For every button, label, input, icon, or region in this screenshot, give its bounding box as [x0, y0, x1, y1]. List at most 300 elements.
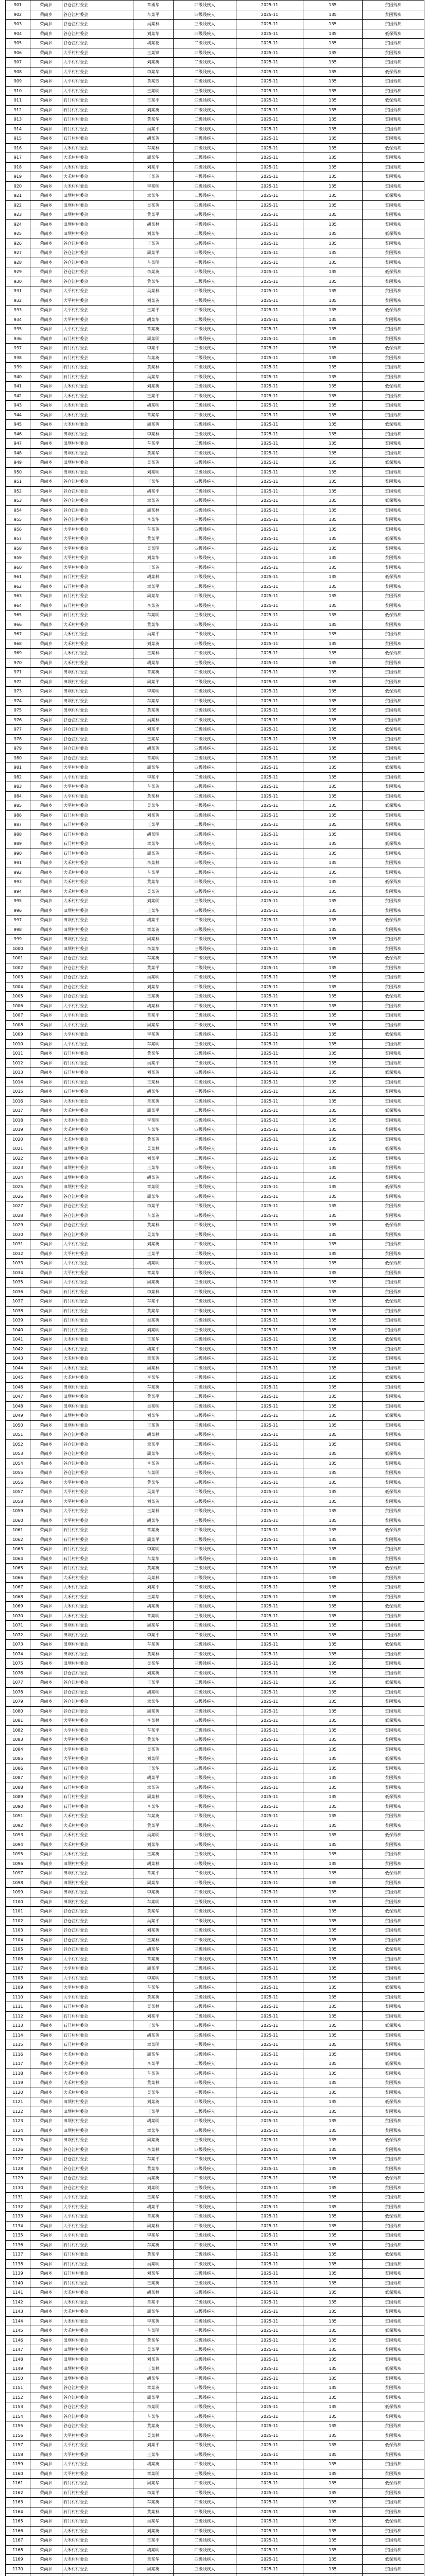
- row-number-cell: 913: [6, 115, 30, 125]
- row-number-cell: 921: [6, 191, 30, 201]
- amount-cell: 135: [303, 363, 363, 372]
- amount-cell: 135: [303, 1039, 363, 1049]
- support-type-cell: 贫困残疾: [363, 20, 424, 29]
- village-committee-cell: 田坝村村委会: [62, 706, 133, 716]
- township-cell: 荣尚乡: [30, 1125, 62, 1135]
- table-row: [6, 1850, 424, 1859]
- amount-cell: 135: [303, 887, 363, 896]
- month-cell: 2025-11: [236, 2011, 303, 2021]
- support-type-cell: 低保残疾: [363, 649, 424, 658]
- month-cell: 2025-11: [236, 810, 303, 820]
- table-row: [6, 2431, 424, 2441]
- support-type-cell: 贫困残疾: [363, 896, 424, 906]
- township-cell: 荣尚乡: [30, 143, 62, 153]
- person-name-cell: 胡某林: [133, 2288, 174, 2298]
- amount-cell: 135: [303, 143, 363, 153]
- support-type-cell: 贫困残疾: [363, 2049, 424, 2059]
- village-committee-cell: 大平村村委会: [62, 2450, 133, 2460]
- amount-cell: 135: [303, 1535, 363, 1545]
- row-number-cell: 1014: [6, 1077, 30, 1087]
- township-cell: 荣尚乡: [30, 649, 62, 658]
- amount-cell: 135: [303, 219, 363, 229]
- row-number-cell: 1046: [6, 1382, 30, 1392]
- township-cell: 荣尚乡: [30, 1363, 62, 1373]
- village-committee-cell: 大禾村村委会: [62, 153, 133, 163]
- person-name-cell: 王某华: [133, 906, 174, 916]
- person-name-cell: 王某华: [133, 2193, 174, 2202]
- township-cell: 荣尚乡: [30, 1754, 62, 1764]
- support-type-cell: 贫困残疾: [363, 1039, 424, 1049]
- table-row: [6, 1221, 424, 1230]
- row-number-cell: 1084: [6, 1744, 30, 1754]
- person-name-cell: 章某英: [133, 2212, 174, 2222]
- disability-grade-cell: 四级残疾人: [174, 668, 236, 677]
- month-cell: 2025-11: [236, 1344, 303, 1354]
- disability-grade-cell: 四级残疾人: [174, 744, 236, 754]
- month-cell: 2025-11: [236, 1306, 303, 1316]
- row-number-cell: 1167: [6, 2536, 30, 2546]
- table-row: [6, 134, 424, 144]
- row-number-cell: 1077: [6, 1678, 30, 1688]
- disability-grade-cell: 四级残疾人: [174, 1831, 236, 1840]
- table-row: [6, 467, 424, 477]
- township-cell: 荣尚乡: [30, 963, 62, 973]
- support-type-cell: 贫困残疾: [363, 791, 424, 801]
- row-number-cell: 1063: [6, 1545, 30, 1554]
- month-cell: 2025-11: [236, 1754, 303, 1764]
- disability-grade-cell: 二级残疾人: [174, 191, 236, 201]
- row-number-cell: 1009: [6, 1030, 30, 1040]
- disability-grade-cell: 四级残疾人: [174, 649, 236, 658]
- row-number-cell: 1032: [6, 1249, 30, 1259]
- amount-cell: 135: [303, 2107, 363, 2116]
- village-committee-cell: 谷仓江村委会: [62, 973, 133, 982]
- row-number-cell: 955: [6, 515, 30, 525]
- table-row: [6, 1945, 424, 1955]
- village-committee-cell: 谷仓江村委会: [62, 39, 133, 48]
- table-row: [6, 2412, 424, 2421]
- table-row: [6, 372, 424, 382]
- person-name-cell: 李某英: [133, 2316, 174, 2326]
- row-number-cell: 1110: [6, 1992, 30, 2002]
- table-row: [6, 1240, 424, 1249]
- village-committee-cell: 石门村村委会: [62, 601, 133, 611]
- township-cell: 荣尚乡: [30, 1506, 62, 1516]
- support-type-cell: 贫困残疾: [363, 134, 424, 144]
- table-row: [6, 1125, 424, 1135]
- amount-cell: 135: [303, 1325, 363, 1335]
- village-committee-cell: 大平村村委会: [62, 2469, 133, 2479]
- amount-cell: 135: [303, 734, 363, 744]
- village-committee-cell: 谷仓江村委会: [62, 1687, 133, 1697]
- village-committee-cell: 石门村村委会: [62, 124, 133, 134]
- village-committee-cell: 田坝村村委会: [62, 2354, 133, 2364]
- township-cell: 荣尚乡: [30, 2030, 62, 2040]
- disability-grade-cell: 三级残疾人: [174, 753, 236, 763]
- village-committee-cell: 田坝村村委会: [62, 1382, 133, 1392]
- table-row: [6, 1878, 424, 1888]
- table-row: [6, 2107, 424, 2116]
- village-committee-cell: 谷仓江村委会: [62, 477, 133, 487]
- township-cell: 荣尚乡: [30, 896, 62, 906]
- month-cell: 2025-11: [236, 1764, 303, 1773]
- village-committee-cell: 石门村村委会: [62, 1297, 133, 1307]
- row-number-cell: 983: [6, 782, 30, 792]
- amount-cell: 135: [303, 2116, 363, 2126]
- township-cell: 荣尚乡: [30, 496, 62, 506]
- village-committee-cell: 大平村村委会: [62, 1992, 133, 2002]
- amount-cell: 135: [303, 1907, 363, 1917]
- village-committee-cell: 大平村村委会: [62, 1259, 133, 1268]
- amount-cell: 135: [303, 582, 363, 591]
- month-cell: 2025-11: [236, 1039, 303, 1049]
- support-type-cell: 贫困残疾: [363, 630, 424, 639]
- support-type-cell: 贫困残疾: [363, 1935, 424, 1945]
- township-cell: 荣尚乡: [30, 296, 62, 306]
- support-type-cell: 贫困残疾: [363, 753, 424, 763]
- person-name-cell: 吴某华: [133, 372, 174, 382]
- village-committee-cell: 大平村村委会: [62, 1716, 133, 1726]
- township-cell: 荣尚乡: [30, 706, 62, 716]
- table-row: [6, 1859, 424, 1869]
- amount-cell: 135: [303, 1926, 363, 1936]
- amount-cell: 135: [303, 296, 363, 306]
- township-cell: 荣尚乡: [30, 782, 62, 792]
- table-row: [6, 2545, 424, 2555]
- month-cell: 2025-11: [236, 277, 303, 286]
- support-type-cell: 贫困残疾: [363, 620, 424, 630]
- support-type-cell: 贫困残疾: [363, 2354, 424, 2364]
- disability-grade-cell: 四级残疾人: [174, 2316, 236, 2326]
- support-type-cell: 贫困残疾: [363, 1020, 424, 1030]
- village-committee-cell: 田坝村村委会: [62, 2374, 133, 2383]
- village-committee-cell: 大禾村村委会: [62, 2326, 133, 2336]
- person-name-cell: 黄某林: [133, 791, 174, 801]
- township-cell: 荣尚乡: [30, 1154, 62, 1163]
- support-type-cell: 低保残疾: [363, 1487, 424, 1497]
- amount-cell: 135: [303, 58, 363, 67]
- village-committee-cell: 大禾村村委会: [62, 1354, 133, 1364]
- village-committee-cell: 谷仓江村委会: [62, 982, 133, 992]
- amount-cell: 135: [303, 153, 363, 163]
- row-number-cell: 1044: [6, 1363, 30, 1373]
- village-committee-cell: 大平村村委会: [62, 1478, 133, 1487]
- month-cell: 2025-11: [236, 2030, 303, 2040]
- amount-cell: 135: [303, 715, 363, 725]
- person-name-cell: 周某林: [133, 505, 174, 515]
- amount-cell: 135: [303, 1725, 363, 1735]
- disability-grade-cell: 三级残疾人: [174, 1850, 236, 1859]
- table-row: [6, 1182, 424, 1192]
- township-cell: 荣尚乡: [30, 191, 62, 201]
- row-number-cell: 999: [6, 935, 30, 944]
- row-number-cell: 1144: [6, 2316, 30, 2326]
- row-number-cell: 1119: [6, 2078, 30, 2088]
- table-row: [6, 2097, 424, 2107]
- person-name-cell: 王某林: [133, 1077, 174, 1087]
- support-type-cell: 贫困残疾: [363, 1354, 424, 1364]
- amount-cell: 135: [303, 2364, 363, 2374]
- village-committee-cell: 石门村村委会: [62, 363, 133, 372]
- disability-grade-cell: 四级残疾人: [174, 1077, 236, 1087]
- amount-cell: 135: [303, 2002, 363, 2012]
- disability-grade-cell: 四级残疾人: [174, 1545, 236, 1554]
- disability-grade-cell: 四级残疾人: [174, 1554, 236, 1564]
- person-name-cell: 王某平: [133, 2536, 174, 2546]
- amount-cell: 135: [303, 2059, 363, 2069]
- month-cell: 2025-11: [236, 2536, 303, 2546]
- month-cell: 2025-11: [236, 2364, 303, 2374]
- township-cell: 荣尚乡: [30, 2011, 62, 2021]
- amount-cell: 135: [303, 2460, 363, 2469]
- month-cell: 2025-11: [236, 2231, 303, 2241]
- support-type-cell: 低保残疾: [363, 2364, 424, 2374]
- person-name-cell: 车某华: [133, 1983, 174, 1993]
- township-cell: 荣尚乡: [30, 486, 62, 496]
- disability-grade-cell: 四级残疾人: [174, 210, 236, 220]
- support-type-cell: 低保残疾: [363, 1945, 424, 1955]
- person-name-cell: 刘某英: [133, 2526, 174, 2536]
- support-type-cell: 贫困残疾: [363, 1478, 424, 1487]
- township-cell: 荣尚乡: [30, 973, 62, 982]
- table-row: [6, 2393, 424, 2402]
- month-cell: 2025-11: [236, 2136, 303, 2145]
- township-cell: 荣尚乡: [30, 611, 62, 620]
- person-name-cell: 李某明: [133, 1973, 174, 1983]
- table-row: [6, 591, 424, 601]
- table-row: [6, 1449, 424, 1459]
- month-cell: 2025-11: [236, 1154, 303, 1163]
- amount-cell: 135: [303, 467, 363, 477]
- support-type-cell: 贫困残疾: [363, 2345, 424, 2355]
- amount-cell: 135: [303, 515, 363, 525]
- support-type-cell: 贫困残疾: [363, 124, 424, 134]
- township-cell: 荣尚乡: [30, 658, 62, 668]
- support-type-cell: 贫困残疾: [363, 353, 424, 363]
- person-name-cell: 章某英: [133, 1354, 174, 1364]
- month-cell: 2025-11: [236, 1926, 303, 1936]
- township-cell: 荣尚乡: [30, 1468, 62, 1478]
- person-name-cell: 吴某林: [133, 715, 174, 725]
- month-cell: 2025-11: [236, 10, 303, 20]
- person-name-cell: 黄某林: [133, 1221, 174, 1230]
- disability-grade-cell: 四级残疾人: [174, 858, 236, 868]
- row-number-cell: 915: [6, 134, 30, 144]
- disability-grade-cell: 三级残疾人: [174, 1134, 236, 1144]
- person-name-cell: 李某华: [133, 67, 174, 77]
- row-number-cell: 1064: [6, 1554, 30, 1564]
- disability-grade-cell: 四级残疾人: [174, 2116, 236, 2126]
- table-row: [6, 2078, 424, 2088]
- row-number-cell: 1028: [6, 1211, 30, 1221]
- table-row: [6, 524, 424, 534]
- disability-grade-cell: 四级残疾人: [174, 1192, 236, 1201]
- table-row: [6, 1401, 424, 1411]
- row-number-cell: 1021: [6, 1144, 30, 1154]
- support-type-cell: 贫困残疾: [363, 325, 424, 334]
- month-cell: 2025-11: [236, 2097, 303, 2107]
- township-cell: 荣尚乡: [30, 1249, 62, 1259]
- month-cell: 2025-11: [236, 1259, 303, 1268]
- person-name-cell: 车某华: [133, 696, 174, 706]
- month-cell: 2025-11: [236, 2326, 303, 2336]
- disability-grade-cell: 四级残疾人: [174, 2383, 236, 2393]
- disability-grade-cell: 三级残疾人: [174, 1992, 236, 2002]
- table-row: [6, 1564, 424, 1573]
- month-cell: 2025-11: [236, 1287, 303, 1297]
- person-name-cell: 车某明: [133, 1039, 174, 1049]
- row-number-cell: 1052: [6, 1439, 30, 1449]
- month-cell: 2025-11: [236, 944, 303, 954]
- support-type-cell: 贫困残疾: [363, 86, 424, 96]
- village-committee-cell: 大平村村委会: [62, 315, 133, 325]
- month-cell: 2025-11: [236, 2145, 303, 2155]
- disability-grade-cell: 四级残疾人: [174, 1144, 236, 1154]
- month-cell: 2025-11: [236, 429, 303, 439]
- township-cell: 荣尚乡: [30, 344, 62, 353]
- village-committee-cell: 田坝村村委会: [62, 1182, 133, 1192]
- township-cell: 荣尚乡: [30, 1744, 62, 1754]
- table-row: [6, 2193, 424, 2202]
- support-type-cell: 贫困残疾: [363, 1840, 424, 1850]
- month-cell: 2025-11: [236, 2488, 303, 2498]
- table-row: [6, 219, 424, 229]
- disability-grade-cell: 二级残疾人: [174, 1630, 236, 1640]
- support-type-cell: 低保残疾: [363, 611, 424, 620]
- row-number-cell: 1037: [6, 1297, 30, 1307]
- amount-cell: 135: [303, 2011, 363, 2021]
- person-name-cell: 胡某华: [133, 315, 174, 325]
- village-committee-cell: 田坝村村委会: [62, 1173, 133, 1182]
- township-cell: 荣尚乡: [30, 391, 62, 401]
- village-committee-cell: 大禾村村委会: [62, 887, 133, 896]
- row-number-cell: 933: [6, 306, 30, 315]
- support-type-cell: 贫困残疾: [363, 1744, 424, 1754]
- table-row: [6, 753, 424, 763]
- village-committee-cell: 石门村村委会: [62, 2479, 133, 2488]
- table-row: [6, 1907, 424, 1917]
- month-cell: 2025-11: [236, 2107, 303, 2116]
- village-committee-cell: 石门村村委会: [62, 2259, 133, 2269]
- table-row: [6, 67, 424, 77]
- disability-grade-cell: 二级残疾人: [174, 2393, 236, 2402]
- table-row: [6, 1487, 424, 1497]
- township-cell: 荣尚乡: [30, 2250, 62, 2260]
- support-type-cell: 贫困残疾: [363, 2374, 424, 2383]
- support-type-cell: 贫困残疾: [363, 906, 424, 916]
- support-type-cell: 低保残疾: [363, 2097, 424, 2107]
- village-committee-cell: 大平村村委会: [62, 801, 133, 811]
- table-row: [6, 1392, 424, 1402]
- month-cell: 2025-11: [236, 1249, 303, 1259]
- amount-cell: 135: [303, 2555, 363, 2565]
- person-name-cell: 刘某英: [133, 58, 174, 67]
- person-name-cell: 周某华: [133, 1449, 174, 1459]
- support-type-cell: 贫困残疾: [363, 544, 424, 553]
- support-type-cell: 贫困残疾: [363, 925, 424, 935]
- month-cell: 2025-11: [236, 1983, 303, 1993]
- row-number-cell: 922: [6, 200, 30, 210]
- table-row: [6, 877, 424, 887]
- disability-grade-cell: 二级残疾人: [174, 2441, 236, 2450]
- disability-grade-cell: 四级残疾人: [174, 239, 236, 248]
- person-name-cell: 周某英: [133, 2136, 174, 2145]
- disability-grade-cell: 二级残疾人: [174, 1106, 236, 1116]
- township-cell: 荣尚乡: [30, 524, 62, 534]
- amount-cell: 135: [303, 2307, 363, 2317]
- disability-grade-cell: 三级残疾人: [174, 1706, 236, 1716]
- amount-cell: 135: [303, 1573, 363, 1583]
- disability-grade-cell: 三级残疾人: [174, 134, 236, 144]
- row-number-cell: 911: [6, 96, 30, 106]
- township-cell: 荣尚乡: [30, 29, 62, 39]
- month-cell: 2025-11: [236, 963, 303, 973]
- row-number-cell: 1163: [6, 2498, 30, 2507]
- disability-grade-cell: 二级残疾人: [174, 439, 236, 449]
- village-committee-cell: 谷仓江村委会: [62, 1211, 133, 1221]
- support-type-cell: 贫困残疾: [363, 639, 424, 649]
- disability-grade-cell: 四级残疾人: [174, 2049, 236, 2059]
- support-type-cell: 低保残疾: [363, 1106, 424, 1116]
- village-committee-cell: 谷仓江村委会: [62, 1697, 133, 1707]
- amount-cell: 135: [303, 1268, 363, 1278]
- month-cell: 2025-11: [236, 1545, 303, 1554]
- row-number-cell: 1087: [6, 1773, 30, 1783]
- person-name-cell: 王某华: [133, 734, 174, 744]
- month-cell: 2025-11: [236, 1134, 303, 1144]
- amount-cell: 135: [303, 2326, 363, 2336]
- township-cell: 荣尚乡: [30, 2383, 62, 2393]
- row-number-cell: 1147: [6, 2345, 30, 2355]
- village-committee-cell: 大禾村村委会: [62, 630, 133, 639]
- disability-grade-cell: 二级残疾人: [174, 67, 236, 77]
- row-number-cell: 1109: [6, 1983, 30, 1993]
- disability-grade-cell: 四级残疾人: [174, 1259, 236, 1268]
- row-number-cell: 1078: [6, 1687, 30, 1697]
- person-name-cell: 车某华: [133, 2412, 174, 2421]
- disability-grade-cell: 三级残疾人: [174, 219, 236, 229]
- month-cell: 2025-11: [236, 1506, 303, 1516]
- township-cell: 荣尚乡: [30, 1459, 62, 1468]
- support-type-cell: 贫困残疾: [363, 1268, 424, 1278]
- disability-grade-cell: 四级残疾人: [174, 925, 236, 935]
- row-number-cell: 1104: [6, 1935, 30, 1945]
- disability-grade-cell: 四级残疾人: [174, 363, 236, 372]
- table-row: [6, 2421, 424, 2431]
- township-cell: 荣尚乡: [30, 1163, 62, 1173]
- village-committee-cell: 大平村村委会: [62, 2212, 133, 2222]
- support-type-cell: 贫困残疾: [363, 39, 424, 48]
- disability-grade-cell: 三级残疾人: [174, 563, 236, 572]
- village-committee-cell: 田坝村村委会: [62, 1869, 133, 1878]
- township-cell: 荣尚乡: [30, 772, 62, 782]
- support-type-cell: 低保残疾: [363, 916, 424, 925]
- village-committee-cell: 石门村村委会: [62, 344, 133, 353]
- row-number-cell: 943: [6, 401, 30, 411]
- table-row: [6, 906, 424, 916]
- disability-grade-cell: 四级残疾人: [174, 935, 236, 944]
- disability-grade-cell: 三级残疾人: [174, 1039, 236, 1049]
- township-cell: 荣尚乡: [30, 219, 62, 229]
- table-row: [6, 1278, 424, 1287]
- village-committee-cell: 石门村村委会: [62, 2517, 133, 2527]
- disability-grade-cell: 二级残疾人: [174, 2202, 236, 2212]
- support-type-cell: 贫困残疾: [363, 668, 424, 677]
- amount-cell: 135: [303, 248, 363, 258]
- disability-grade-cell: 四级残疾人: [174, 458, 236, 468]
- month-cell: 2025-11: [236, 2345, 303, 2355]
- table-row: [6, 1106, 424, 1116]
